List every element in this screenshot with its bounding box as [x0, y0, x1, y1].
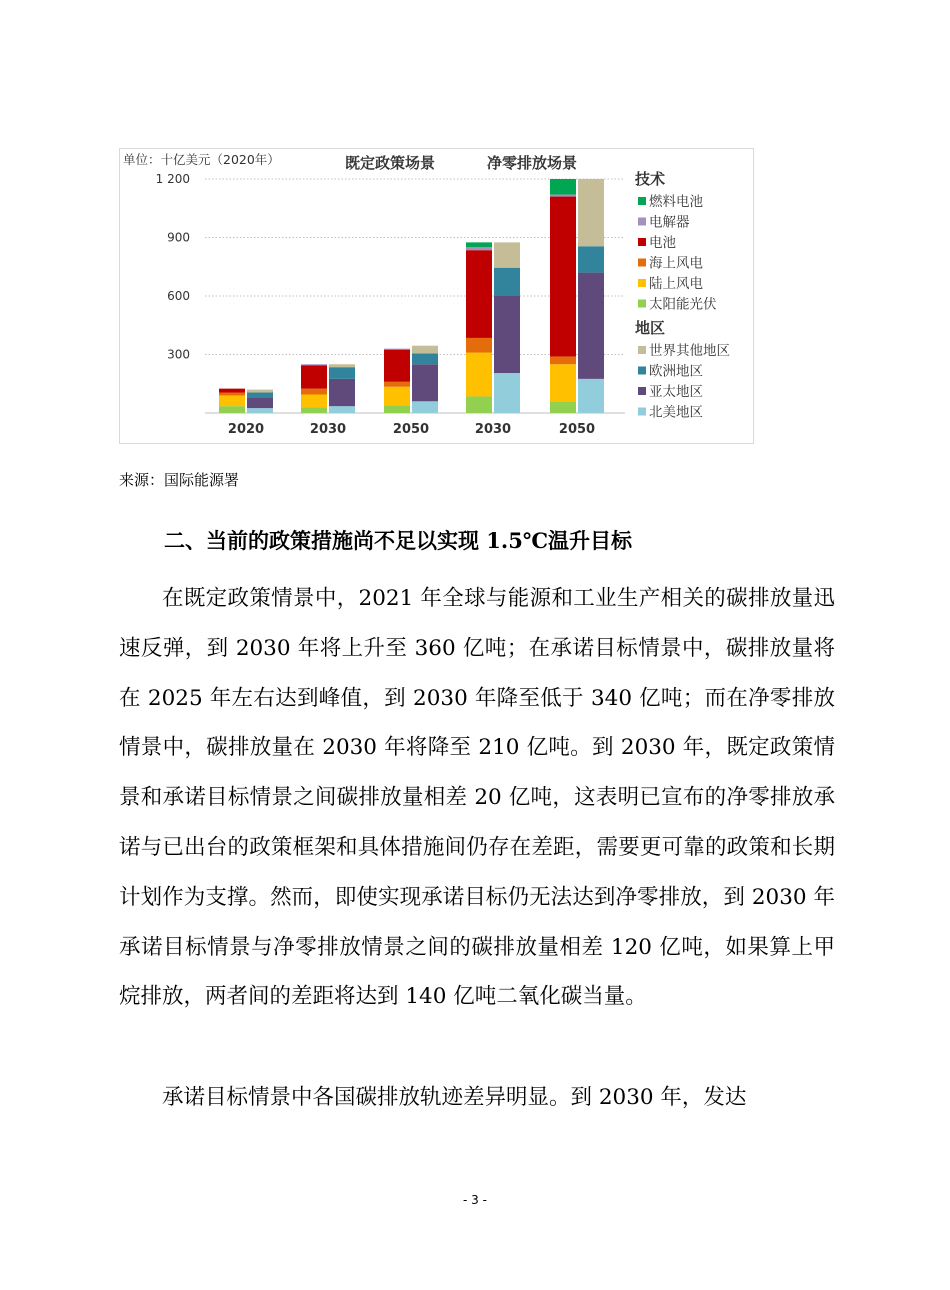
body-paragraph-1: 在既定政策情景中，2021 年全球与能源和工业生产相关的碳排放量迅速反弹，到 2030 年将上升至 360 亿吨；在承诺目标情景中，碳排放量将在 2025 年左右达到峰值，到 2030 年降至低于 340 亿吨；而在净零排放情景中，碳排放量在 2030 年将降至 210 亿吨。到 2030 年，既定政策情景和承诺目标情景之间碳排放量相差 20 亿吨，这表明已宣布的净零排放承诺与已出台的政策框架和具体措施间仍存在差距，需要更可靠的政策和长期计划作为支撑。然而，即使实现承诺目标仍无法达到净零排放，到 2030 年承诺目标情景与净零排放情景之间的碳排放量相差 120 亿吨，如果算上甲烷排放，两者间的差距将达到 140 亿吨二氧化碳当量。 — [119, 586, 835, 1010]
page-number: - 3 - — [463, 1193, 487, 1207]
y-tick-label: 600 — [167, 289, 190, 303]
bar-segment-region — [494, 373, 520, 413]
x-tick-label: 2030 — [309, 422, 347, 437]
y-tick-label: 1 200 — [155, 172, 190, 186]
bar-segment-technology — [550, 401, 576, 413]
bar-segment-region — [412, 401, 438, 413]
legend-title: 地区 — [635, 319, 666, 337]
legend-swatch — [638, 346, 646, 354]
bar-segment-region — [329, 406, 355, 413]
scenario-label: 既定政策场景 — [345, 154, 436, 172]
bar-segment-technology — [301, 365, 327, 388]
stacked-bar-chart — [120, 149, 753, 443]
body-paragraph-2: 承诺目标情景中各国碳排放轨迹差异明显。到 2030 年，发达 — [162, 1085, 747, 1110]
legend-label: 太阳能光伏 — [649, 296, 717, 313]
investment-chart — [119, 148, 754, 444]
x-tick-label: 2030 — [474, 422, 512, 437]
bar-segment-region — [578, 379, 604, 413]
bar-segment-region — [412, 364, 438, 401]
legend-label: 海上风电 — [649, 255, 703, 272]
legend-label: 欧洲地区 — [649, 363, 703, 380]
legend-swatch — [638, 279, 646, 287]
bar-segment-technology — [384, 349, 410, 350]
bar-segment-region — [412, 346, 438, 354]
legend-label: 亚太地区 — [649, 384, 703, 400]
y-tick-label: 300 — [167, 347, 190, 362]
bar-segment-region — [247, 393, 273, 398]
x-tick-label: 2050 — [558, 422, 596, 437]
bar-segment-region — [578, 273, 604, 379]
bar-segment-technology — [301, 389, 327, 395]
legend-label: 燃料电池 — [649, 194, 703, 210]
bar-segment-technology — [466, 396, 492, 413]
bar-segment-region — [494, 242, 520, 267]
bar-segment-region — [329, 379, 355, 406]
legend-swatch — [638, 387, 646, 395]
legend-title: 技术 — [635, 170, 666, 188]
legend-label: 世界其他地区 — [649, 343, 730, 359]
bar-segment-region — [494, 268, 520, 296]
x-tick-label: 2020 — [227, 422, 265, 437]
bar-segment-technology — [384, 405, 410, 413]
bar-segment-region — [247, 390, 273, 393]
bar-segment-technology — [550, 197, 576, 357]
bar-segment-technology — [301, 394, 327, 407]
bar-segment-technology — [301, 407, 327, 413]
scenario-label: 净零排放场景 — [487, 154, 578, 172]
bar-segment-region — [247, 397, 273, 408]
bar-segment-region — [247, 408, 273, 413]
bar-segment-technology — [466, 250, 492, 338]
bar-segment-technology — [301, 364, 327, 365]
bar-segment-region — [329, 367, 355, 379]
bar-segment-technology — [466, 338, 492, 353]
bar-segment-technology — [384, 387, 410, 406]
bar-segment-technology — [219, 395, 245, 406]
bar-segment-technology — [466, 353, 492, 397]
legend-label: 北美地区 — [649, 404, 703, 421]
legend-swatch — [638, 408, 646, 416]
bar-segment-region — [578, 179, 604, 246]
x-tick-label: 2050 — [392, 422, 430, 437]
bar-segment-region — [329, 364, 355, 367]
legend-label: 电池 — [649, 235, 676, 251]
unit-label: 单位：十亿美元（2020年） — [123, 152, 280, 167]
legend-swatch — [638, 238, 646, 246]
bar-segment-technology — [384, 350, 410, 382]
bar-segment-technology — [219, 406, 245, 413]
bar-segment-region — [412, 354, 438, 365]
bar-segment-technology — [550, 195, 576, 197]
bar-segment-technology — [219, 393, 245, 396]
bar-segment-technology — [550, 356, 576, 364]
legend-swatch — [638, 259, 646, 267]
bar-segment-region — [578, 246, 604, 272]
bar-segment-technology — [219, 389, 245, 393]
legend-swatch — [638, 218, 646, 226]
section-heading: 二、当前的政策措施尚不足以实现 1.5℃温升目标 — [164, 528, 633, 553]
bar-segment-technology — [384, 382, 410, 387]
bar-segment-technology — [466, 242, 492, 247]
y-tick-label: 900 — [167, 230, 190, 245]
bar-segment-technology — [550, 179, 576, 195]
bar-segment-technology — [466, 247, 492, 250]
legend-swatch — [638, 367, 646, 375]
bar-segment-technology — [550, 364, 576, 401]
legend-swatch — [638, 300, 646, 308]
legend-label: 电解器 — [649, 214, 690, 231]
legend-label: 陆上风电 — [649, 276, 703, 292]
chart-source: 来源：国际能源署 — [119, 471, 240, 489]
legend-swatch — [638, 197, 646, 205]
bar-segment-region — [494, 296, 520, 373]
